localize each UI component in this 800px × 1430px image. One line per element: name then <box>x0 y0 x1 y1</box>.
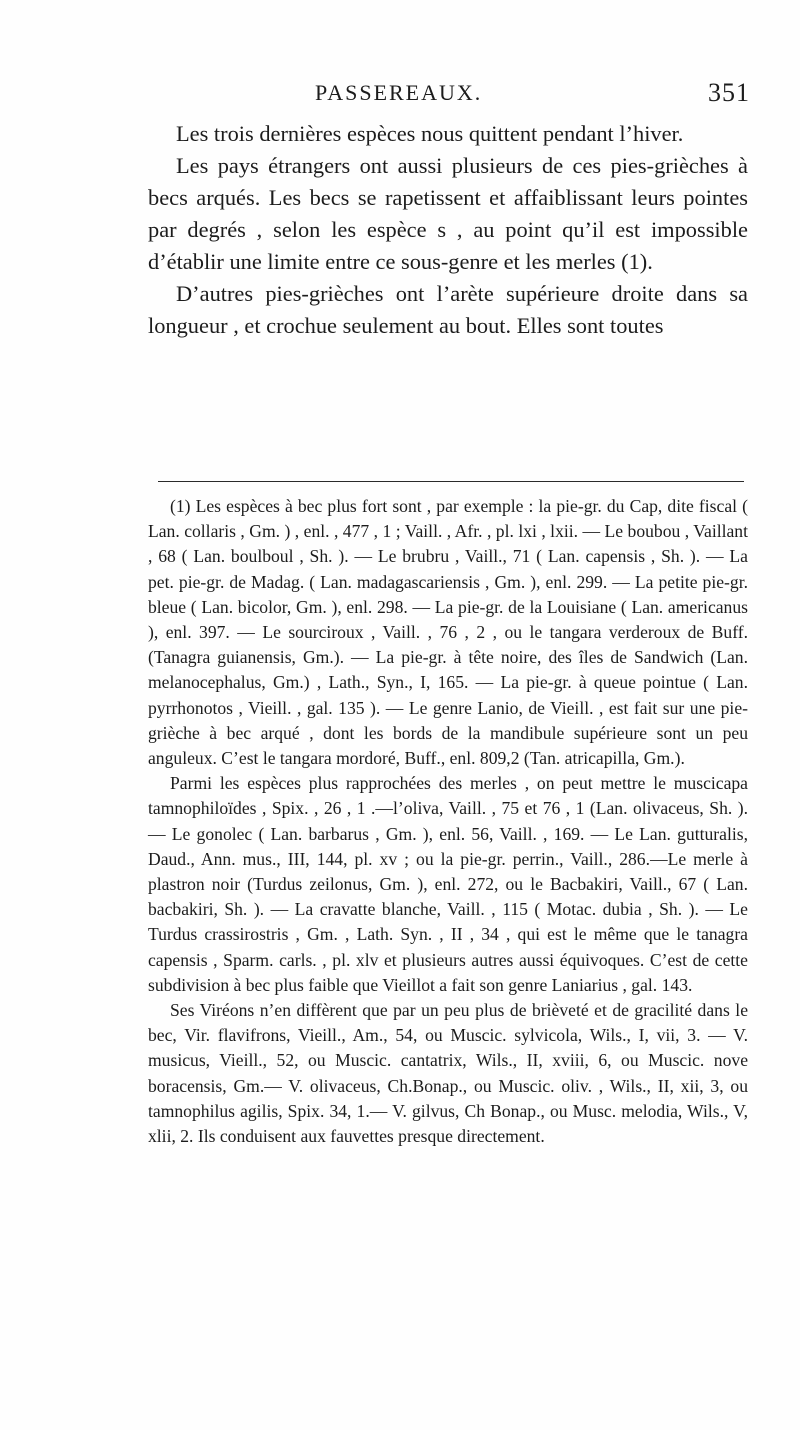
footnote-paragraph-3: Ses Viréons n’en diffèrent que par un peu plus de brièveté et de gracilité dans le bec, Vir. flavifrons, Vieill., Am., 54, ou Muscic. sylvicola, Wils., I, vii, 3. — V. musicus, Vieill., 52, ou Muscic. cantatrix, Wils., II, xviii, 6, ou Muscic. nove boracensis, Gm.— V. olivaceus, Ch.Bonap., ou Muscic. oliv. , Wils., II, xii, 3, ou tamnophilus agilis, Spix. 34, 1.— V. gilvus, Ch Bonap., ou Musc. melodia, Wils., V, xlii, 2. Ils conduisent aux fauvettes presque directement. <box>148 1000 748 1147</box>
footnote-paragraph-1: (1) Les espèces à bec plus fort sont , par exemple : la pie-gr. du Cap, dite fiscal ( Lan. collaris , Gm. ) , enl. , 477 , 1 ; Vaill. , Afr. , pl. lxi , lxii. — Le boubou , Vaillant , 68 ( Lan. boulboul , Sh. ). — Le brubru , Vaill., 71 ( Lan. capensis , Sh. ). — La pet. pie-gr. de Madag. ( Lan. madagascariensis , Gm. ), enl. 299. — La petite pie-gr. bleue ( Lan. bicolor, Gm. ), enl. 298. — La pie-gr. de la Louisiane ( Lan. americanus ), enl. 397. — Le sourciroux , Vaill. , 76 , 2 , ou le tangara verderoux de Buff. (Tanagra guianensis, Gm.). — La pie-gr. à tête noire, des îles de Sandwich (Lan. melanocephalus, Gm.) , Lath., Syn., I, 165. — La pie-gr. à queue pointue ( Lan. pyrrhonotos , Vieill. , gal. 135 ). — Le genre Lanio, de Vieill. , est fait sur une pie-grièche à bec arqué , dont les bords de la mandibule supérieure sont un peu anguleux. C’est le tangara mordoré, Buff., enl. 809,2 (Tan. atricapilla, Gm.). <box>148 496 748 769</box>
main-text <box>148 118 748 342</box>
running-title: PASSEREAUX. <box>315 80 483 105</box>
footnote <box>148 494 748 1149</box>
main-paragraph-1: Les trois dernières espèces nous quittent pendant l’hiver. <box>176 121 684 146</box>
main-paragraph-3: D’autres pies-grièches ont l’arète supérieure droite dans sa longueur , et crochue seulement au bout. Elles sont toutes <box>148 281 748 338</box>
main-paragraph-2: Les pays étrangers ont aussi plusieurs de ces pies-grièches à becs arqués. Les becs se rapetissent et affaiblissant leurs pointes par degrés , selon les espèce s , au point qu’il est impossible d’établir une limite entre ce sous-genre et les merles (1). <box>148 153 748 274</box>
page-number: 351 <box>708 78 750 107</box>
running-head <box>150 78 750 112</box>
footnote-paragraph-2: Parmi les espèces plus rapprochées des merles , on peut mettre le muscicapa tamnophiloïdes , Spix. , 26 , 1 .—l’oliva, Vaill. , 75 et 76 , 1 (Lan. olivaceus, Sh. ). — Le gonolec ( Lan. barbarus , Gm. ), enl. 56, Vaill. , 169. — Le Lan. gutturalis, Daud., Ann. mus., III, 144, pl. xv ; ou la pie-gr. perrin., Vaill., 286.—Le merle à plastron noir (Turdus zeilonus, Gm. ), enl. 272, ou le Bacbakiri, Vaill., 67 ( Lan. bacbakiri, Sh. ). — La cravatte blanche, Vaill. , 115 ( Motac. dubia , Sh. ). — Le Turdus crassirostris , Gm. , Lath. Syn. , II , 34 , qui est le même que le tanagra capensis , Sparm. carls. , pl. xlv et plusieurs autres aussi équivoques. C’est de cette subdivision à bec plus faible que Vieillot a fait son genre Laniarius , gal. 143. <box>148 773 748 995</box>
footnote-divider <box>158 481 744 482</box>
